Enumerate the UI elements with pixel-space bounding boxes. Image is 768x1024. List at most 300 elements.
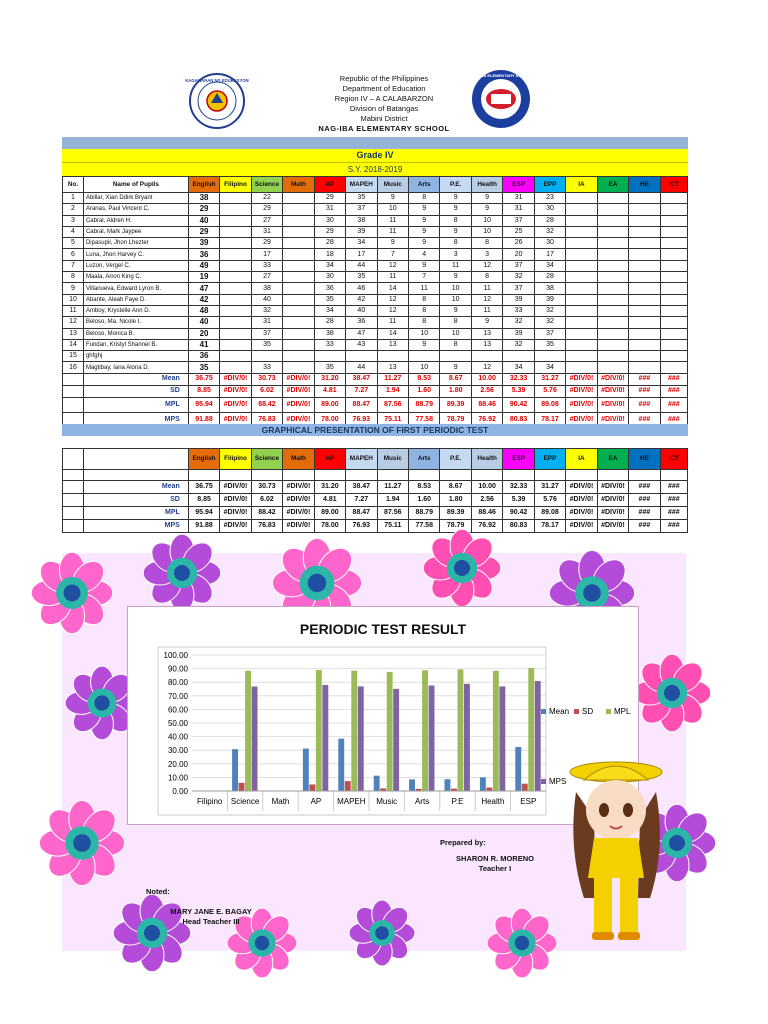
score-cell [566, 193, 597, 204]
score-cell: 8 [409, 305, 440, 316]
score-cell: 31 [314, 204, 345, 215]
score-cell [534, 351, 565, 362]
blank-cell [220, 470, 251, 481]
y-tick-label: 10.00 [167, 773, 188, 783]
stat-value: 8.85 [188, 494, 219, 507]
stat-value: 90.42 [503, 507, 534, 520]
col-header-subject: IA [566, 177, 597, 193]
graph-title-band [62, 424, 688, 436]
stat-spacer [63, 373, 84, 385]
score-cell: 4 [409, 249, 440, 260]
score-cell [377, 351, 408, 362]
score-cell: 38 [188, 193, 219, 204]
stat-value: 38.47 [346, 373, 377, 385]
stat-value: 78.79 [440, 520, 471, 533]
stat-value: ### [629, 481, 660, 494]
bar-mean-science [232, 749, 238, 791]
score-cell: 29 [188, 226, 219, 237]
pupil-number: 16 [63, 362, 84, 373]
col-header-no: No. [63, 177, 84, 193]
stat-value: 89.39 [440, 507, 471, 520]
col-header-subject: ICT [660, 177, 687, 193]
stat-value: #DIV/0! [220, 373, 251, 385]
pupil-name: Abillar, Xian Ddirk Bryant [83, 193, 188, 204]
score-cell [566, 305, 597, 316]
stat-value: 5.76 [534, 494, 565, 507]
blank-cell [660, 470, 687, 481]
pupil-number: 10 [63, 294, 84, 305]
score-cell [566, 260, 597, 271]
stat-spacer [63, 494, 84, 507]
pupil-row [63, 351, 688, 362]
score-cell: 33 [314, 339, 345, 350]
stat-value: 31.27 [534, 481, 565, 494]
score-cell [597, 305, 628, 316]
stat-value: 76.93 [346, 412, 377, 427]
x-category-label: AP [310, 797, 322, 806]
score-cell: 14 [377, 283, 408, 294]
stat-value: #DIV/0! [566, 507, 597, 520]
stat-value: #DIV/0! [597, 397, 628, 412]
blank-cell [314, 470, 345, 481]
summary-spacer [83, 449, 188, 470]
score-cell [566, 215, 597, 226]
school-name: NAG-IBA ELEMENTARY SCHOOL [318, 124, 450, 133]
col-header-subject: English [188, 177, 219, 193]
y-tick-label: 50.00 [167, 719, 188, 728]
stat-value: ### [629, 385, 660, 397]
col-header-subject: Health [471, 449, 502, 470]
stat-value: #DIV/0! [566, 412, 597, 427]
score-cell [660, 305, 687, 316]
score-cell: 34 [314, 260, 345, 271]
flower [633, 654, 711, 732]
score-cell: 32 [534, 317, 565, 328]
stat-value: 87.56 [377, 507, 408, 520]
stat-value: 78.17 [534, 412, 565, 427]
stat-value: 1.60 [409, 385, 440, 397]
score-cell [566, 294, 597, 305]
score-cell: 41 [188, 339, 219, 350]
noted-by-role: Head Teacher III [182, 917, 240, 926]
score-cell: 40 [251, 294, 282, 305]
score-cell: 36 [188, 249, 219, 260]
pupil-name: Cabral, Aldren H. [83, 215, 188, 226]
score-cell [220, 305, 251, 316]
bar-mpl-pe [458, 669, 464, 791]
stat-value: 88.46 [471, 397, 502, 412]
stat-value: 75.11 [377, 520, 408, 533]
score-cell: 11 [377, 215, 408, 226]
stat-value: 5.39 [503, 494, 534, 507]
score-cell: 10 [471, 226, 502, 237]
stat-value: 36.75 [188, 481, 219, 494]
stat-value: 87.56 [377, 397, 408, 412]
summary-table [62, 448, 688, 533]
score-cell: 8 [471, 272, 502, 283]
score-cell [220, 328, 251, 339]
stat-value: #DIV/0! [220, 412, 251, 427]
score-cell [629, 272, 660, 283]
pupil-number: 8 [63, 272, 84, 283]
flower [143, 534, 221, 612]
stat-value: 2.56 [471, 385, 502, 397]
score-cell: 33 [251, 260, 282, 271]
stat-value: 95.94 [188, 397, 219, 412]
score-cell [283, 339, 314, 350]
score-cell: 30 [314, 215, 345, 226]
blank-cell [566, 470, 597, 481]
score-cell: 44 [346, 260, 377, 271]
score-cell: 3 [471, 249, 502, 260]
score-cell: 17 [534, 249, 565, 260]
pupil-name: Dipasupil, Jhon Lhezter [83, 238, 188, 249]
score-cell: 39 [503, 328, 534, 339]
pupil-row [63, 305, 688, 316]
chart-title: PERIODIC TEST RESULT [299, 621, 467, 637]
score-cell: 9 [440, 193, 471, 204]
score-cell: 9 [471, 317, 502, 328]
score-cell: 12 [377, 294, 408, 305]
score-cell [283, 351, 314, 362]
score-cell: 10 [377, 204, 408, 215]
score-cell: 40 [346, 305, 377, 316]
score-cell [283, 272, 314, 283]
pupil-row [63, 204, 688, 215]
flower [349, 900, 415, 966]
stat-value: 78.00 [314, 412, 345, 427]
col-header-name: Name of Pupils [83, 177, 188, 193]
stat-value: 11.27 [377, 481, 408, 494]
score-cell [314, 351, 345, 362]
score-cell [220, 272, 251, 283]
col-header-subject: AP [314, 177, 345, 193]
score-cell [346, 351, 377, 362]
stat-value: 1.94 [377, 385, 408, 397]
stat-value: ### [660, 481, 687, 494]
stat-value: 7.27 [346, 385, 377, 397]
letterhead-line: Department of Education [342, 84, 426, 93]
col-header-subject: English [188, 449, 219, 470]
stat-value: #DIV/0! [220, 494, 251, 507]
score-cell [660, 260, 687, 271]
score-cell: 8 [409, 193, 440, 204]
score-cell: 8 [440, 215, 471, 226]
col-header-subject: HE [629, 449, 660, 470]
score-cell [220, 351, 251, 362]
score-cell: 39 [534, 294, 565, 305]
score-cell: 13 [471, 339, 502, 350]
stat-value: #DIV/0! [597, 385, 628, 397]
score-cell: 13 [377, 362, 408, 373]
stat-row [63, 397, 688, 412]
score-cell: 32 [534, 226, 565, 237]
score-cell: 11 [409, 283, 440, 294]
legend-label-sd: SD [582, 707, 594, 716]
letterhead-line: Division of Batangas [349, 104, 419, 113]
score-cell: 17 [251, 249, 282, 260]
score-cell: 9 [409, 215, 440, 226]
col-header-subject: Music [377, 449, 408, 470]
score-cell [629, 351, 660, 362]
stat-value: 88.79 [409, 397, 440, 412]
score-cell: 38 [251, 283, 282, 294]
legend-label-mps: MPS [549, 777, 567, 786]
stat-value: 90.42 [503, 397, 534, 412]
y-tick-label: 20.00 [167, 759, 188, 769]
score-cell [629, 204, 660, 215]
score-cell [566, 317, 597, 328]
x-category-label: MAPEH [337, 797, 366, 806]
stat-value: 31.20 [314, 373, 345, 385]
score-cell [629, 215, 660, 226]
stat-value: 89.08 [534, 507, 565, 520]
col-header-subject: EA [597, 177, 628, 193]
score-cell: 34 [314, 305, 345, 316]
bar-mps-ap [322, 685, 328, 791]
score-cell: 10 [440, 328, 471, 339]
grades-table [62, 176, 688, 428]
stat-value: #DIV/0! [597, 373, 628, 385]
score-cell [629, 226, 660, 237]
score-cell [220, 238, 251, 249]
pupil-number: 2 [63, 204, 84, 215]
bar-sd-mapeh [345, 781, 351, 791]
stat-value: 80.83 [503, 520, 534, 533]
prepared-by-block [440, 838, 550, 874]
col-header-subject: Science [251, 449, 282, 470]
score-cell: 35 [188, 362, 219, 373]
col-header-subject: Arts [409, 449, 440, 470]
pupil-name: Magtibay, Iana Alona D. [83, 362, 188, 373]
score-cell [660, 226, 687, 237]
legend-swatch-mean [541, 709, 546, 714]
stat-value: 4.81 [314, 385, 345, 397]
col-header-subject: MAPEH [346, 449, 377, 470]
stat-value: #DIV/0! [566, 373, 597, 385]
score-cell: 11 [377, 272, 408, 283]
score-cell: 31 [503, 204, 534, 215]
score-cell [629, 238, 660, 249]
stat-row [63, 373, 688, 385]
stat-value: 10.00 [471, 481, 502, 494]
score-cell: 29 [314, 226, 345, 237]
legend-label-mpl: MPL [614, 707, 631, 716]
stat-value: #DIV/0! [566, 481, 597, 494]
col-header-subject: EPP [534, 449, 565, 470]
score-cell [566, 362, 597, 373]
score-cell [629, 193, 660, 204]
pupil-number: 11 [63, 305, 84, 316]
score-cell: 32 [534, 305, 565, 316]
girl-illustration [554, 758, 678, 948]
score-cell: 40 [188, 215, 219, 226]
score-cell: 34 [346, 238, 377, 249]
blank-cell [440, 470, 471, 481]
col-header-subject: ICT [660, 449, 687, 470]
score-cell: 34 [503, 362, 534, 373]
stat-value: #DIV/0! [597, 412, 628, 427]
stat-value: 10.00 [471, 373, 502, 385]
score-cell: 28 [534, 272, 565, 283]
flower [31, 552, 112, 633]
score-cell: 36 [188, 351, 219, 362]
score-cell [660, 249, 687, 260]
x-category-label: P.E [451, 797, 464, 806]
top-band [62, 137, 688, 149]
score-cell: 48 [188, 305, 219, 316]
stat-value: 30.73 [251, 481, 282, 494]
score-cell [597, 351, 628, 362]
score-cell: 26 [503, 238, 534, 249]
legend-swatch-mpl [606, 709, 611, 714]
score-cell [283, 204, 314, 215]
score-cell [566, 204, 597, 215]
bar-mean-ap [303, 749, 309, 791]
stat-value: 38.47 [346, 481, 377, 494]
score-cell: 11 [471, 305, 502, 316]
stat-value: 5.39 [503, 385, 534, 397]
x-category-label: ESP [520, 797, 537, 806]
score-cell [566, 339, 597, 350]
pupil-name: Villanueva, Edward Lyron B. [83, 283, 188, 294]
score-cell: 37 [503, 260, 534, 271]
letterhead-line: Region IV – A CALABARZON [334, 94, 434, 103]
pupil-number: 3 [63, 215, 84, 226]
score-cell: 37 [503, 215, 534, 226]
stat-value: 8.67 [440, 373, 471, 385]
score-cell [660, 215, 687, 226]
score-cell: 11 [377, 317, 408, 328]
pupil-row [63, 260, 688, 271]
y-tick-label: 80.00 [167, 678, 188, 688]
score-cell [471, 351, 502, 362]
score-cell: 20 [503, 249, 534, 260]
bar-mpl-health [493, 671, 499, 791]
stat-value: #DIV/0! [566, 397, 597, 412]
bar-mps-mapeh [358, 686, 364, 791]
score-cell: 37 [503, 283, 534, 294]
score-cell [660, 351, 687, 362]
score-cell [283, 317, 314, 328]
score-cell [409, 351, 440, 362]
score-cell: 10 [409, 328, 440, 339]
score-cell: 28 [314, 238, 345, 249]
score-cell [629, 339, 660, 350]
score-cell: 28 [534, 215, 565, 226]
stat-value: 31.20 [314, 481, 345, 494]
score-cell [597, 204, 628, 215]
score-cell: 11 [377, 226, 408, 237]
score-cell: 11 [471, 283, 502, 294]
pupil-name: Cabral, Mark Jaypee [83, 226, 188, 237]
blank-cell [503, 470, 534, 481]
score-cell [629, 283, 660, 294]
score-cell: 35 [346, 193, 377, 204]
col-header-subject: P.E. [440, 177, 471, 193]
stat-value: 78.79 [440, 412, 471, 427]
score-cell: 10 [471, 215, 502, 226]
pupil-number: 15 [63, 351, 84, 362]
flower [39, 800, 124, 885]
bar-mps-health [499, 686, 505, 791]
col-header-subject: EPP [534, 177, 565, 193]
score-cell: 47 [188, 283, 219, 294]
stat-value: 78.00 [314, 520, 345, 533]
score-cell [597, 238, 628, 249]
stat-value: ### [660, 412, 687, 427]
score-cell: 49 [188, 260, 219, 271]
score-cell: 31 [251, 226, 282, 237]
stat-value: 78.17 [534, 520, 565, 533]
score-cell: 8 [471, 238, 502, 249]
score-cell: 9 [377, 193, 408, 204]
stat-value: ### [660, 520, 687, 533]
score-cell [597, 317, 628, 328]
stat-value: 89.00 [314, 507, 345, 520]
stat-value: ### [660, 494, 687, 507]
score-cell: 33 [251, 362, 282, 373]
legend-swatch-mps [541, 779, 546, 784]
flower [487, 908, 557, 978]
col-header-subject: Math [283, 177, 314, 193]
stat-spacer [63, 481, 84, 494]
stat-spacer [63, 507, 84, 520]
score-cell [283, 260, 314, 271]
summary-blank-row [63, 470, 688, 481]
col-header-subject: Filipino [220, 449, 251, 470]
pupil-name: Abante, Aleah Faye D. [83, 294, 188, 305]
stat-value: #DIV/0! [283, 412, 314, 427]
graph-title: GRAPHICAL PRESENTATION OF FIRST PERIODIC TEST [261, 425, 489, 435]
pupil-row [63, 362, 688, 373]
score-cell [283, 283, 314, 294]
score-cell [629, 260, 660, 271]
bar-mpl-music [387, 672, 393, 791]
x-category-label: Math [271, 797, 290, 806]
grade-band [62, 149, 688, 162]
score-cell [597, 272, 628, 283]
stat-value: 95.94 [188, 507, 219, 520]
score-cell [283, 226, 314, 237]
stat-label: MPL [83, 507, 188, 520]
score-cell [220, 215, 251, 226]
score-cell: 27 [251, 272, 282, 283]
score-cell: 27 [251, 215, 282, 226]
score-cell: 32 [503, 339, 534, 350]
bar-mps-arts [429, 685, 435, 791]
score-cell [220, 226, 251, 237]
stat-value: #DIV/0! [220, 385, 251, 397]
blank-cell [629, 470, 660, 481]
legend-label-mean: Mean [549, 707, 570, 716]
stat-value: 89.39 [440, 397, 471, 412]
stat-value: ### [629, 397, 660, 412]
stat-value: ### [660, 385, 687, 397]
flower [423, 529, 501, 607]
y-tick-label: 60.00 [167, 705, 188, 715]
y-tick-label: 0.00 [172, 787, 188, 796]
score-cell [629, 249, 660, 260]
col-header-subject: HE [629, 177, 660, 193]
score-cell [660, 294, 687, 305]
noted-by-label: Noted: [146, 887, 170, 896]
score-cell [566, 238, 597, 249]
pupil-number: 7 [63, 260, 84, 271]
bar-mps-science [252, 687, 258, 791]
score-cell [597, 294, 628, 305]
score-cell: 42 [346, 294, 377, 305]
